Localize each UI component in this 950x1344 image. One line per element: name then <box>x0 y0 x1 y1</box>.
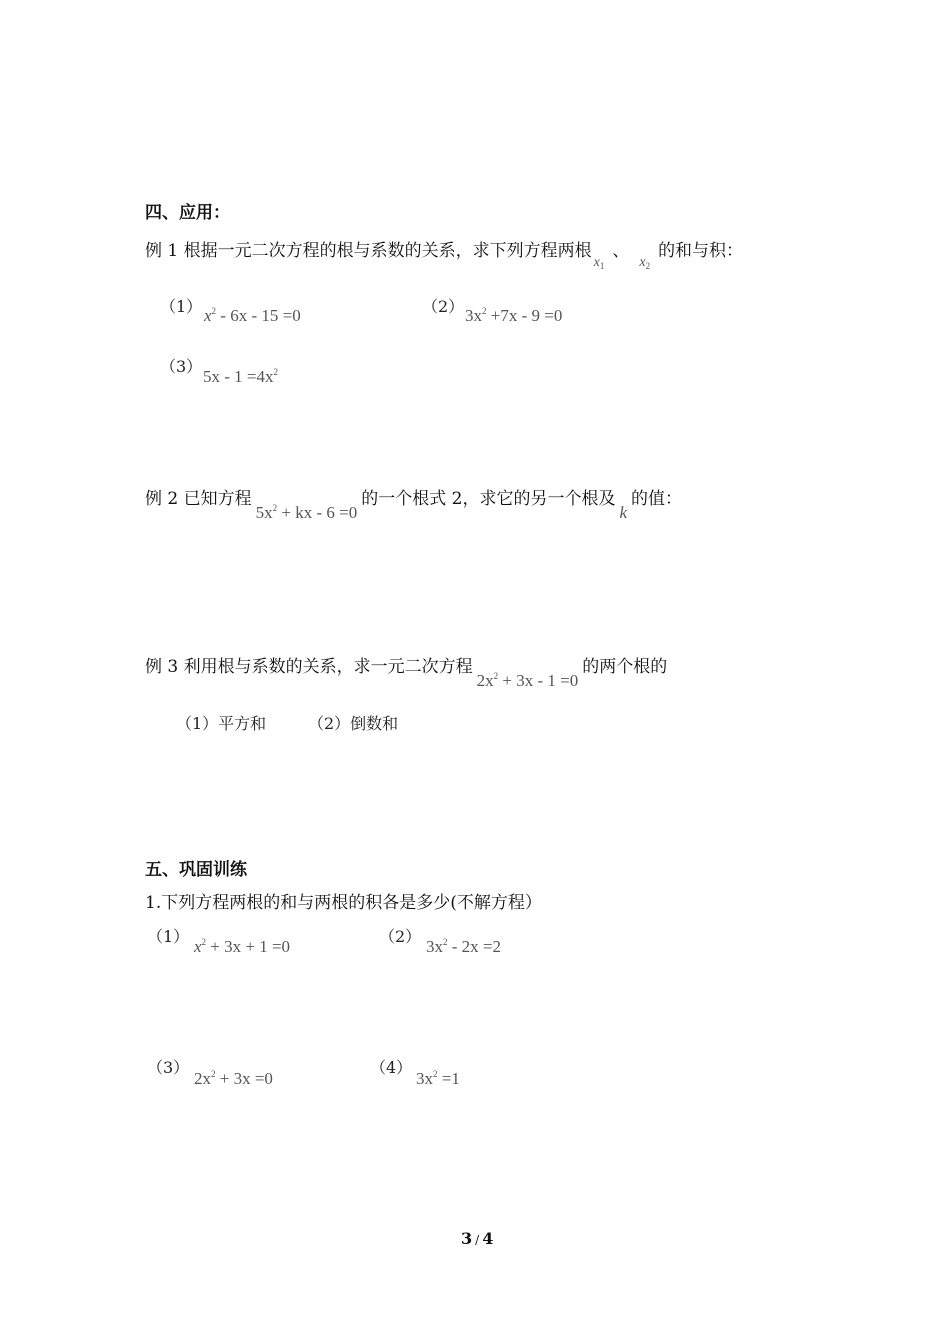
example-3-text <box>145 652 668 690</box>
practice-item-1-label: （1） <box>147 927 190 946</box>
page-number: 3 / 4 <box>461 1229 494 1248</box>
example-3-prefix: 例 3 利用根与系数的关系，求一元二次方程 <box>145 657 473 677</box>
section-heading-practice: 五、巩固训练 <box>145 860 247 880</box>
example-3-sub-2: （2）倒数和 <box>308 714 399 733</box>
practice-item-1-equation: $x^2 + 3x + 1 =0$ <box>194 937 291 956</box>
root-x1: x1 <box>593 255 605 271</box>
separator: 、 <box>612 241 630 261</box>
practice-item-3-label: （3） <box>147 1058 190 1077</box>
ex1-item-1-label: （1） <box>160 297 203 316</box>
practice-item-2-equation: $3x^2 - 2x =2$ <box>426 937 501 956</box>
example-1-suffix: 的和与积： <box>658 241 744 261</box>
ex1-item-2-label: （2） <box>422 297 465 316</box>
example-1-prefix: 例 1 根据一元二次方程的根与系数的关系，求下列方程两根 <box>145 241 592 261</box>
example-2-prefix: 例 2 已知方程 <box>145 489 252 509</box>
variable-k: k <box>619 503 627 522</box>
ex1-item-3-label: （3） <box>160 357 203 376</box>
example-2-equation: $5x^2$ + kx - 6 =0 <box>255 503 358 522</box>
practice-item-2-label: （2） <box>379 927 422 946</box>
example-3-sub-1: （1）平方和 <box>176 714 267 733</box>
example-3-equation: $2x^2 + 3x - 1 =0$ <box>476 671 579 690</box>
ex1-item-1-equation: $x^2 - 6x - 15 =0$ <box>204 306 301 325</box>
practice-question-1: 1.下列方程两根的和与两根的积各是多少(不解方程） <box>145 893 542 913</box>
section-heading-application: 四、应用： <box>145 203 230 223</box>
practice-item-4-label: （4） <box>370 1058 413 1077</box>
example-1-text <box>145 236 744 271</box>
practice-item-4-equation: $3x^2 =1$ <box>416 1069 460 1088</box>
example-2-text <box>145 484 682 522</box>
example-2-suffix: 的值： <box>631 489 682 509</box>
practice-item-3-equation: $2x^2 + 3x =0$ <box>194 1069 273 1088</box>
example-2-middle: 的一个根式 2，求它的另一个根及 <box>361 489 616 509</box>
root-x2: x2 <box>639 255 651 271</box>
ex1-item-3-equation: $5x - 1 =4x^2$ <box>203 367 278 386</box>
ex1-item-2-equation: $3x^2 +7x - 9 =0$ <box>465 306 563 325</box>
example-3-suffix: 的两个根的 <box>582 657 668 677</box>
